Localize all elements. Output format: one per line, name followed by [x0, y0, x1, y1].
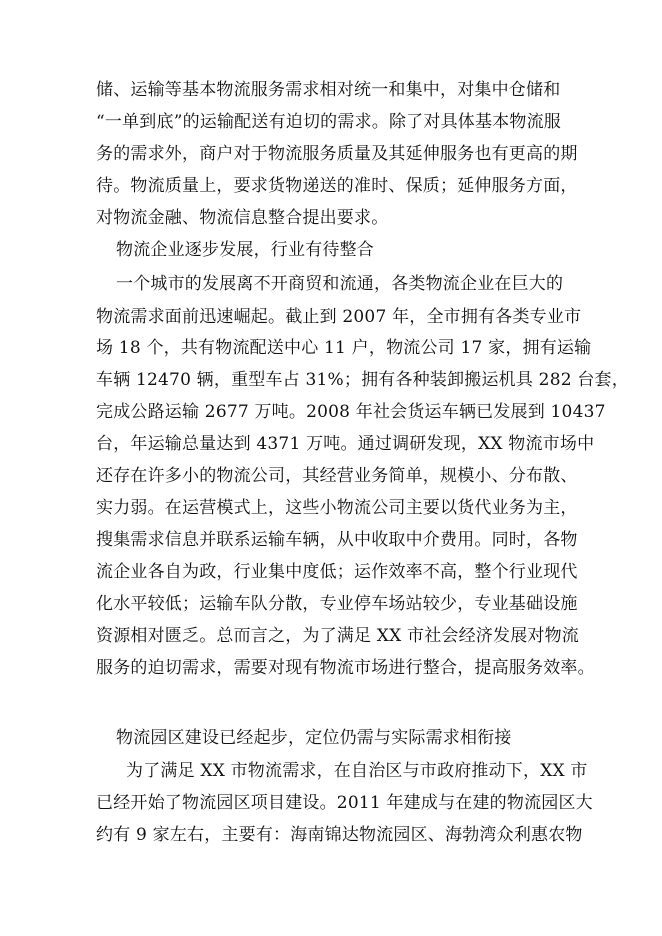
- section-heading: 物流企业逐步发展，行业有待整合: [116, 240, 374, 260]
- body-text-line: 实力弱。在运营模式上，这些小物流公司主要以货代业务为主，: [96, 498, 578, 518]
- body-text-line: 搜集需求信息并联系运输车辆，从中收取中介费用。同时，各物: [96, 530, 578, 550]
- body-text-line: 完成公路运输 2677 万吨。2008 年社会货运车辆已发展到 10437: [96, 402, 606, 422]
- body-text-line: 一个城市的发展离不开商贸和流通，各类物流企业在巨大的: [116, 274, 564, 294]
- body-text-line: 服务的迫切需求，需要对现有物流市场进行整合，提高服务效率。: [96, 658, 595, 678]
- body-text-line: 资源相对匮乏。总而言之，为了满足 XX 市社会经济发展对物流: [96, 626, 580, 646]
- body-text-line: 场 18 个，共有物流配送中心 11 户，物流公司 17 家，拥有运输: [96, 338, 592, 358]
- body-text-line: 对物流金融、物流信息整合提出要求。: [96, 208, 389, 228]
- body-text-line: 已经开始了物流园区项目建设。2011 年建成与在建的物流园区大: [96, 793, 593, 813]
- body-text-line: 为了满足 XX 市物流需求，在自治区与市政府推动下，XX 市: [126, 761, 588, 781]
- body-text-line: 台，年运输总量达到 4371 万吨。通过调研发现，XX 物流市场中: [96, 434, 595, 454]
- body-text-line: 约有 9 家左右，主要有：海南锦达物流园区、海勃湾众利惠农物: [96, 825, 583, 845]
- body-text-line: 化水平较低；运输车队分散，专业停车场站较少，专业基础设施: [96, 594, 578, 614]
- body-text-line: “一单到底”的运输配送有迫切的需求。除了对具体基本物流服: [96, 112, 561, 132]
- body-text-line: 车辆 12470 辆，重型车占 31%；拥有各种装卸搬运机具 282 台套，: [96, 370, 629, 390]
- body-text-line: 还存在许多小的物流公司，其经营业务简单，规模小、分布散、: [96, 466, 578, 486]
- body-text-line: 物流需求面前迅速崛起。截止到 2007 年，全市拥有各类专业市: [96, 307, 582, 327]
- body-text-line: 储、运输等基本物流服务需求相对统一和集中，对集中仓储和: [96, 80, 561, 100]
- section-heading: 物流园区建设已经起步，定位仍需与实际需求相衔接: [116, 728, 512, 748]
- body-text-line: 务的需求外，商户对于物流服务质量及其延伸服务也有更高的期: [96, 144, 578, 164]
- body-text-line: 流企业各自为政，行业集中度低；运作效率不高，整个行业现代: [96, 562, 578, 582]
- body-text-line: 待。物流质量上，要求货物递送的准时、保质；延伸服务方面，: [96, 176, 578, 196]
